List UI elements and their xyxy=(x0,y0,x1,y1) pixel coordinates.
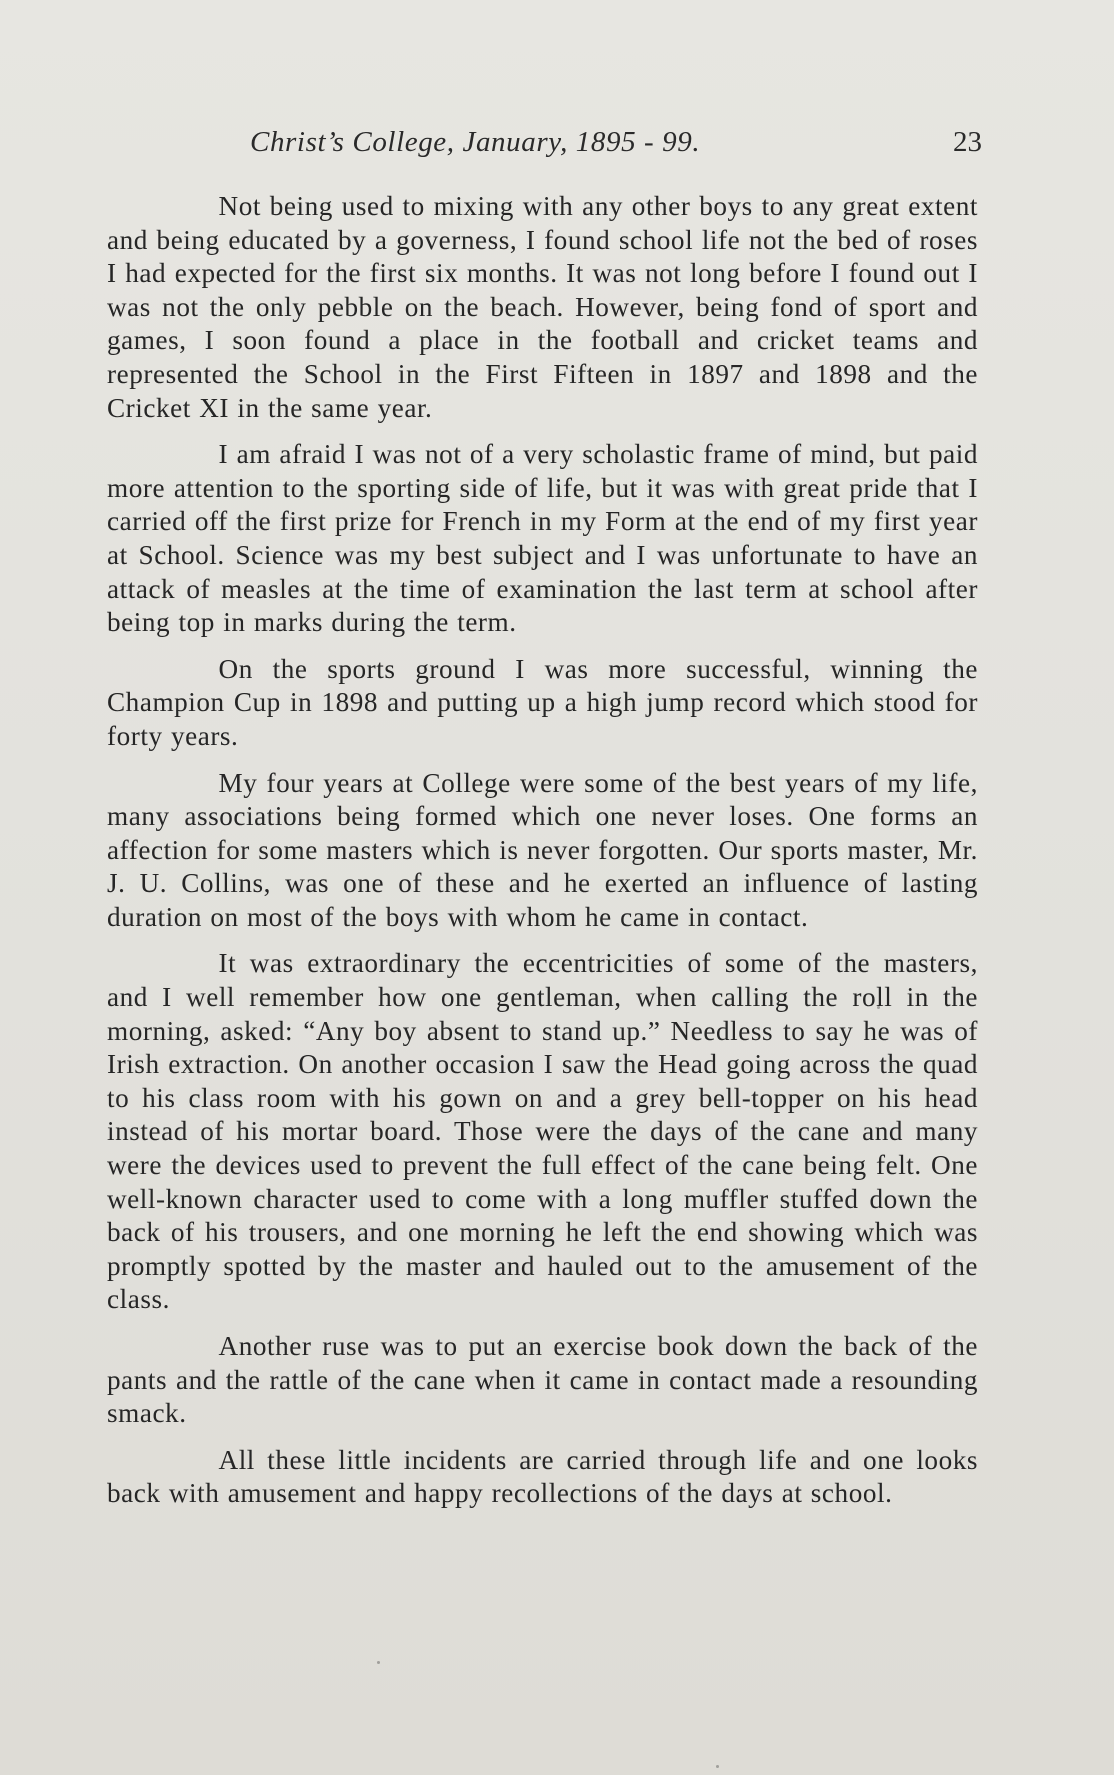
running-title: Christ’s College, January, 1895 - 99. xyxy=(250,126,701,158)
body-text xyxy=(107,190,978,1524)
paper-speck xyxy=(377,1661,380,1664)
paragraph-5: It was extraordinary the eccentricities of some of the masters, and I well remember how one gentleman, when calling the roll in the morning, asked: “Any boy absent to stand up.” Needless to say he was of Irish extraction. On another occasion I saw the Head going across the quad to his class room with his gown on and a grey bell-topper on his head instead of his mortar board. Those were the days of the cane and many were the devices used to prevent the full effect of the cane being felt. One well-known character used to come with a long muffler stuffed down the back of his trousers, and one morning he left the end showing which was promptly spotted by the master and hauled out to the amusement of the class. xyxy=(107,948,978,1315)
paragraph-3: On the sports ground I was more successful, winning the Champion Cup in 1898 and putting up a high jump record which stood for forty years. xyxy=(107,653,978,751)
paragraph-6: Another ruse was to put an exercise book down the back of the pants and the rattle of the cane when it came in contact made a resounding smack. xyxy=(107,1331,978,1429)
paper-speck xyxy=(716,1765,719,1768)
paper-speck xyxy=(877,1006,880,1009)
paragraph-4: My four years at College were some of the best years of my life, many associations being formed which one never loses. One forms an affection for some masters which is never forgotten. Our sports master, Mr. J. U. Collins, was one of these and he exerted an influence of lasting duration on most of the boys with whom he came in contact. xyxy=(107,767,978,932)
running-header xyxy=(0,122,1114,162)
paragraph-2: I am afraid I was not of a very scholastic frame of mind, but paid more attention to the sporting side of life, but it was with great pride that I carried off the first prize for French in my Form at the end of my first year at School. Science was my best subject and I was unfortunate to have an attack of measles at the time of examination the last term at school after being top in marks during the term. xyxy=(107,439,978,638)
page-number: 23 xyxy=(953,126,982,158)
paragraph-7: All these little incidents are carried through life and one looks back with amusement and happy recollections of the days at school. xyxy=(107,1444,978,1509)
paragraph-1: Not being used to mixing with any other boys to any great extent and being educated by a governess, I found school life not the bed of roses I had expected for the first six months. It was not long before I found out I was not the only pebble on the beach. However, being fond of sport and games, I soon found a place in the football and cricket teams and represented the School in the First Fifteen in 1897 and 1898 and the Cricket XI in the same year. xyxy=(107,191,978,423)
